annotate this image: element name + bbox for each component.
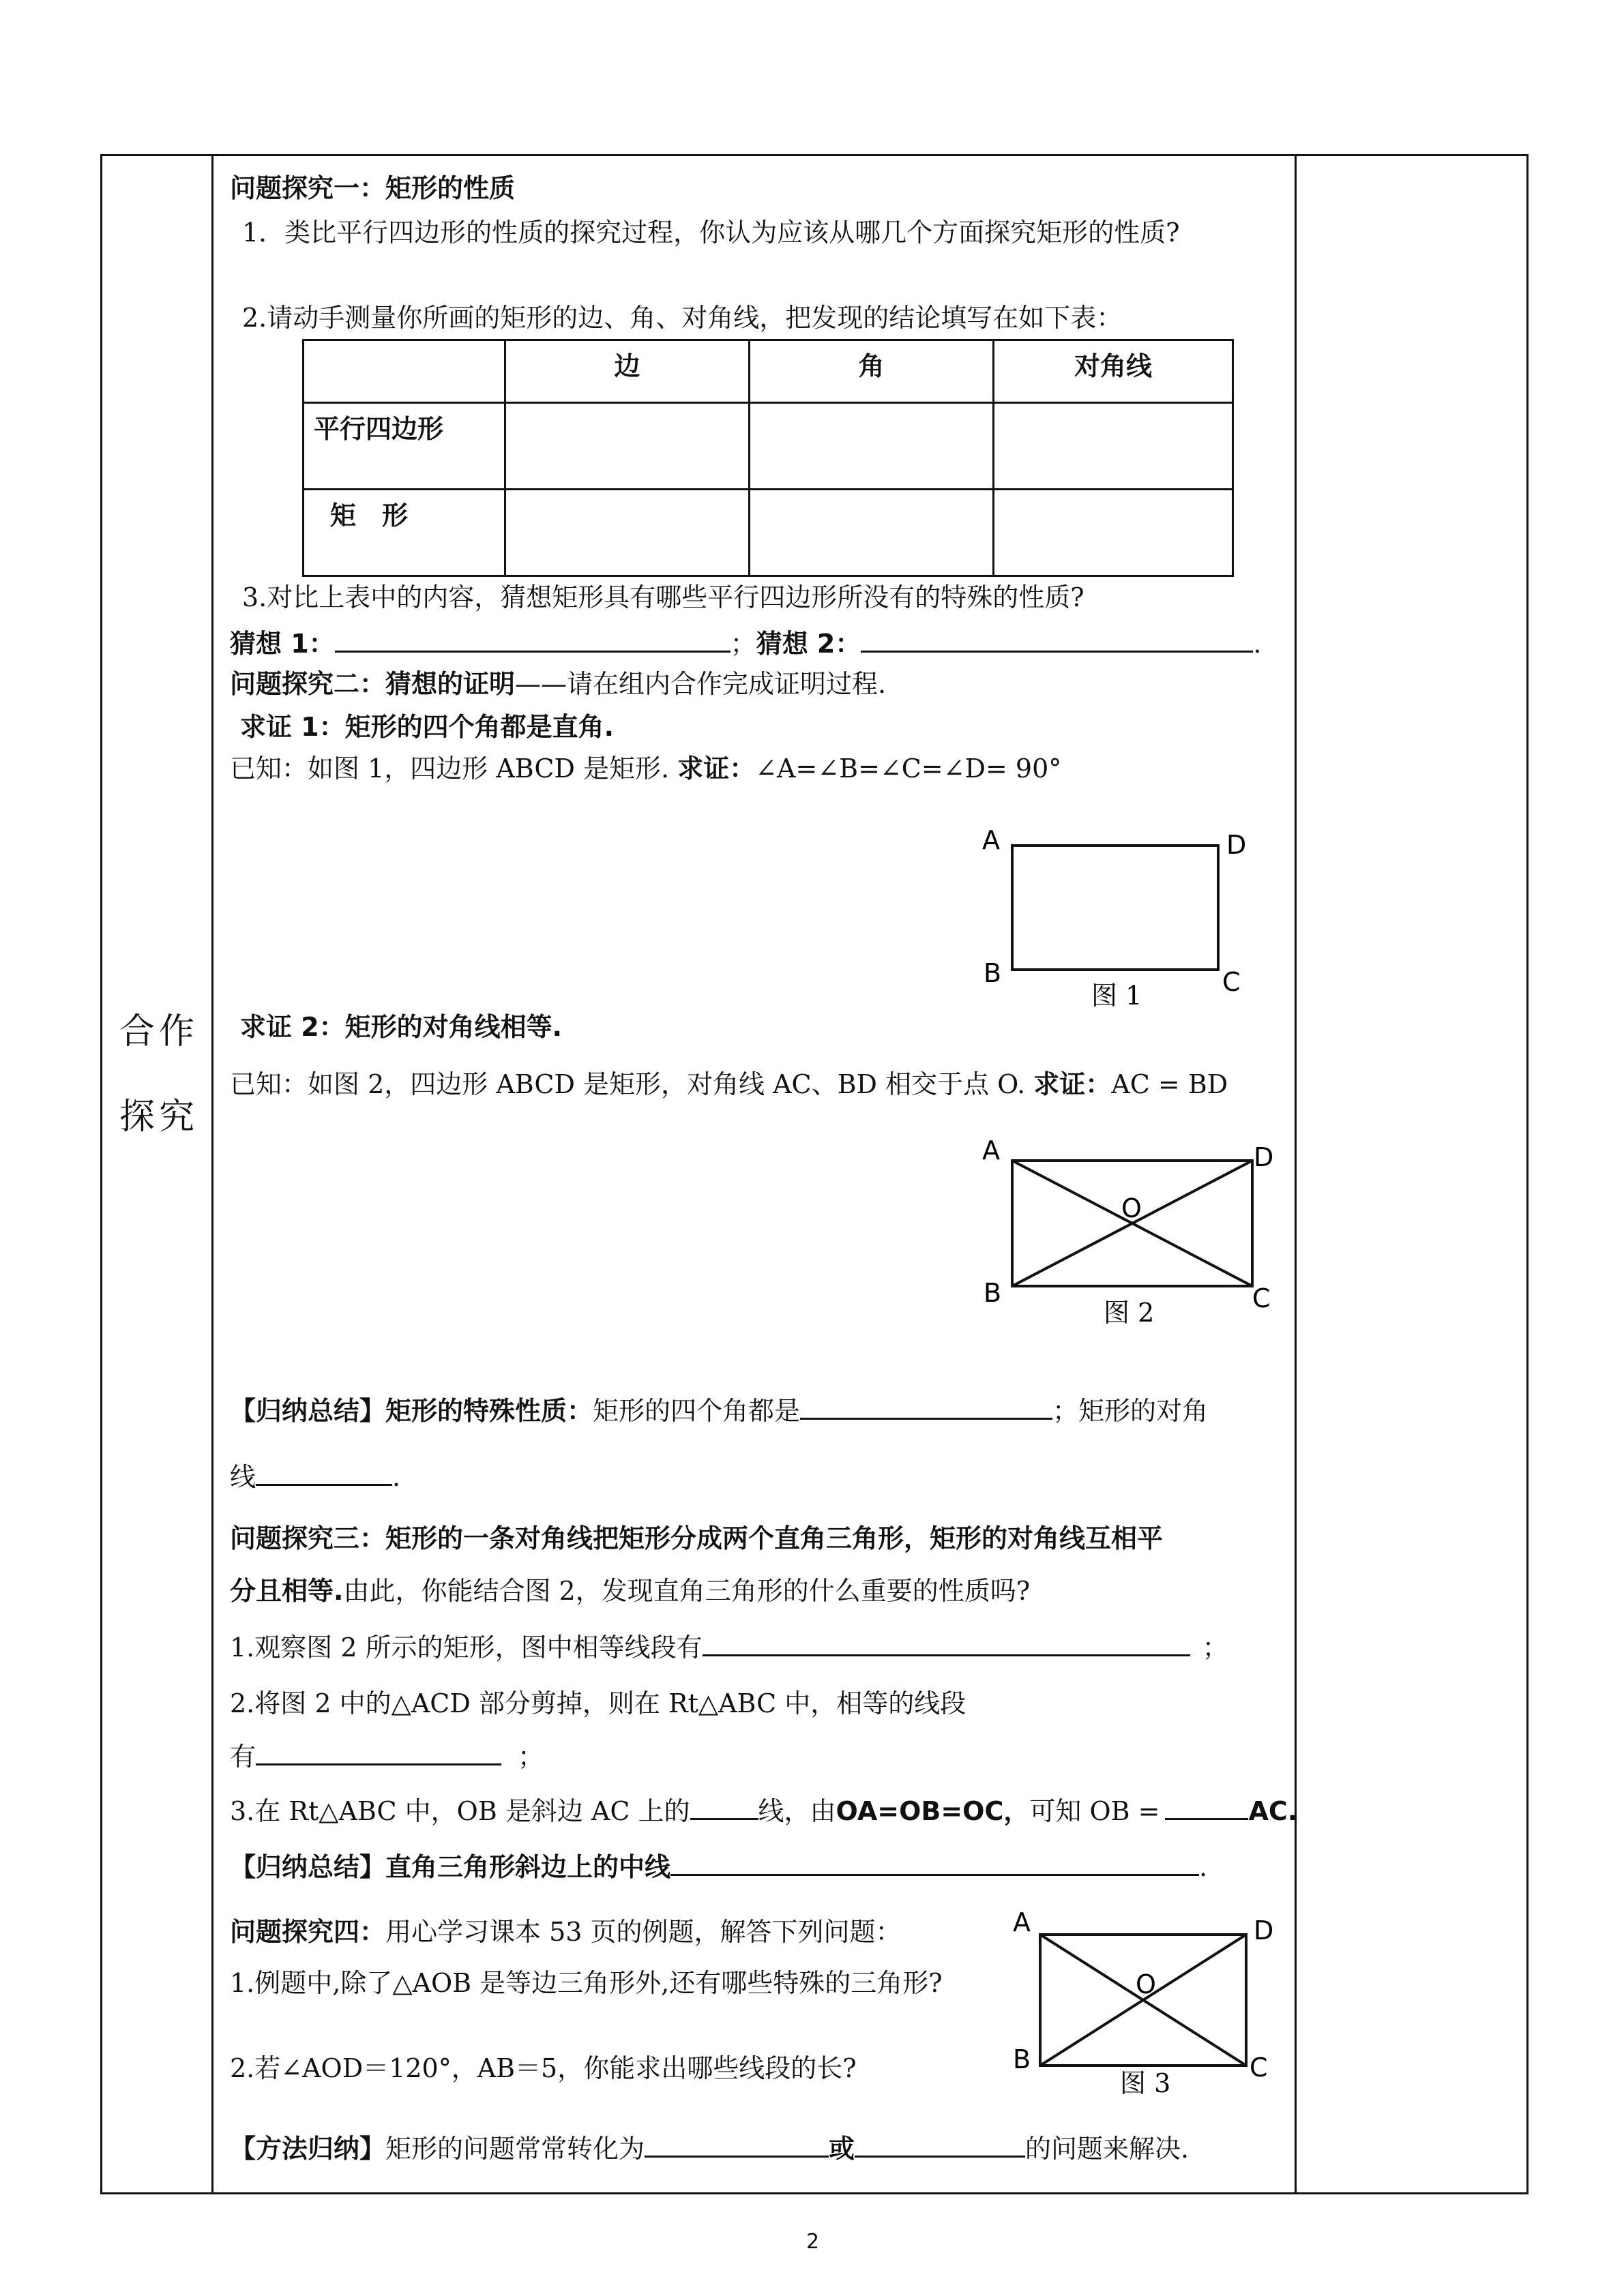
section3-q3-text-c: OA=OB=OC，: [836, 1796, 1030, 1826]
table-header-corner: [304, 340, 505, 403]
guess2-label: 猜想 2：: [756, 629, 861, 659]
page-number: 2: [806, 2230, 820, 2254]
proof1-prove: ∠A=∠B=∠C=∠D= 90°: [755, 754, 1062, 784]
guess1-blank[interactable]: [335, 626, 730, 653]
section2-title-line: [230, 668, 886, 700]
section3-q3-text-d: 可知 OB =: [1029, 1796, 1160, 1826]
method-blank-1[interactable]: [645, 2131, 829, 2158]
figure-1-rectangle: [969, 815, 1255, 1019]
summary2-line: [230, 1849, 1207, 1883]
section2-title-rest: ——请在组内合作完成证明过程.: [515, 669, 887, 699]
table-cell: [994, 403, 1233, 490]
fig2-label-o: O: [1121, 1193, 1142, 1223]
summary1-blank-diagonals[interactable]: [256, 1459, 392, 1486]
summary1-text1: 矩形的四个角都是: [593, 1396, 801, 1426]
section3-q3-text-e: AC.: [1248, 1796, 1298, 1826]
section3-q1-text: 1.观察图 2 所示的矩形，图中相等线段有: [230, 1632, 703, 1663]
proof2-given: 已知：如图 2，四边形 ABCD 是矩形，对角线 AC、BD 相交于点 O.: [230, 1069, 1026, 1099]
summary1-text3: 线: [230, 1462, 256, 1492]
proof2-prove: AC = BD: [1111, 1069, 1228, 1099]
fig3-label-b: B: [1013, 2044, 1031, 2074]
frame-col-divider-1: [211, 154, 213, 2194]
table-row-label-rectangle: 矩 形: [304, 490, 505, 576]
section3-q2b-text: 有: [230, 1742, 256, 1772]
summary1-label: 矩形的特殊性质：: [385, 1396, 593, 1426]
table-row: [304, 490, 1233, 576]
frame-right-border: [1526, 154, 1529, 2194]
frame-bottom-border: [100, 2192, 1529, 2194]
proof1-statement: [230, 753, 1061, 784]
proof2-statement: [230, 1069, 1228, 1100]
table-header-row: [304, 340, 1233, 403]
section4-question-1: 1.例题中,除了△AOB 是等边三角形外,还有哪些特殊的三角形?: [230, 1968, 943, 1998]
table-cell: [505, 490, 750, 576]
table-cell: [994, 490, 1233, 576]
guess-end: .: [1253, 629, 1262, 659]
guess-line: [230, 626, 1261, 659]
fig1-label-b: B: [984, 958, 1002, 988]
section1-question-3: 3.对比上表中的内容，猜想矩形具有哪些平行四边形所没有的特殊的性质?: [242, 582, 1084, 612]
section3-title2-rest: 由此，你能结合图 2，发现直角三角形的什么重要的性质吗?: [343, 1576, 1031, 1606]
summary1-end: .: [392, 1462, 401, 1492]
frame-col-divider-2: [1295, 154, 1297, 2194]
section3-title: 问题探究三：矩形的一条对角线把矩形分成两个直角三角形，矩形的对角线互相平: [230, 1523, 1164, 1553]
section1-title: 问题探究一：矩形的性质: [230, 173, 516, 203]
fig2-label-d: D: [1254, 1142, 1274, 1172]
fig2-label-c: C: [1252, 1283, 1271, 1313]
section3-q3-blank-line[interactable]: [690, 1793, 758, 1820]
section1-question-2: 2.请动手测量你所画的矩形的边、角、对角线，把发现的结论填写在如下表：: [242, 303, 1123, 333]
figure-2-rectangle-diagonals: [969, 1129, 1274, 1333]
fig2-caption: 图 2: [1104, 1298, 1155, 1328]
section4-title: 问题探究四：: [230, 1917, 386, 1947]
section3-q1-end: ；: [1202, 1632, 1228, 1663]
section3-q2-blank[interactable]: [256, 1739, 501, 1765]
method-text1: 矩形的问题常常转化为: [385, 2134, 645, 2164]
section3-title-line2: [230, 1575, 1030, 1607]
summary1-text2: ；矩形的对角: [1052, 1396, 1209, 1426]
section3-q1-blank[interactable]: [703, 1630, 1190, 1656]
proof2-prove-label: 求证：: [1033, 1069, 1112, 1099]
section3-title2: 分且相等.: [230, 1576, 344, 1606]
proof1-title: 求证 1：矩形的四个角都是直角.: [240, 712, 615, 742]
section3-question-2: 2.将图 2 中的△ACD 部分剪掉，则在 Rt△ABC 中，相等的线段: [230, 1688, 966, 1718]
table-cell: [750, 403, 994, 490]
section3-q3-text-a: 3.在 Rt△ABC 中，OB 是斜边 AC 上的: [230, 1796, 690, 1826]
section2-title: 问题探究二：猜想的证明: [230, 669, 516, 699]
guess2-blank[interactable]: [861, 626, 1253, 653]
section3-q3-blank-fraction[interactable]: [1165, 1793, 1248, 1820]
summary2-label: 直角三角形斜边上的中线: [385, 1852, 671, 1882]
section4-title-line: [230, 1916, 902, 1948]
section3-question-2b: [230, 1739, 544, 1772]
fig1-caption: 图 1: [1091, 981, 1142, 1011]
summary2-bracket: 【归纳总结】: [230, 1852, 386, 1882]
side-label-line1: 合作: [119, 1011, 199, 1052]
fig2-label-b: B: [984, 1278, 1002, 1308]
proof1-prove-label: 求证：: [677, 754, 756, 784]
section1-question-1: 1．类比平行四边形的性质的探究过程，你认为应该从哪几个方面探究矩形的性质?: [242, 218, 1180, 248]
summary1-line1: [230, 1393, 1208, 1427]
summary2-end: .: [1199, 1852, 1208, 1882]
section3-q3-text-b: 线，由: [758, 1796, 836, 1826]
summary2-blank[interactable]: [670, 1849, 1199, 1876]
section4-title-rest: 用心学习课本 53 页的例题，解答下列问题：: [385, 1917, 902, 1947]
fig3-label-o: O: [1136, 1969, 1156, 1999]
guess1-label: 猜想 1：: [230, 629, 335, 659]
side-label-line2: 探究: [119, 1097, 199, 1137]
method-text2: 的问题来解决.: [1025, 2134, 1190, 2164]
frame-left-border: [100, 154, 102, 2194]
section3-question-1: [230, 1630, 1228, 1663]
section4-question-2: 2.若∠AOD＝120°，AB＝5，你能求出哪些线段的长?: [230, 2053, 857, 2083]
table-header-side: 边: [505, 340, 750, 403]
table-header-angle: 角: [750, 340, 994, 403]
method-blank-2[interactable]: [855, 2131, 1025, 2158]
figure-3-rectangle-diagonals: [1003, 1896, 1282, 2100]
summary1-bracket: 【归纳总结】: [230, 1396, 386, 1426]
method-bracket: 【方法归纳】: [230, 2134, 386, 2164]
section3-question-3: [230, 1793, 1297, 1827]
table-row-label-parallelogram: 平行四边形: [304, 403, 505, 490]
proof2-title: 求证 2：矩形的对角线相等.: [240, 1012, 563, 1042]
frame-top-border: [100, 154, 1529, 156]
fig1-label-d: D: [1226, 830, 1247, 860]
fig3-label-d: D: [1254, 1915, 1274, 1945]
comparison-table: [302, 339, 1234, 577]
fig3-caption: 图 3: [1120, 2068, 1171, 2098]
fig2-label-a: A: [982, 1135, 1000, 1165]
method-line: [230, 2131, 1189, 2164]
table-cell: [750, 490, 994, 576]
fig1-label-a: A: [982, 825, 1000, 855]
table-cell: [505, 403, 750, 490]
fig3-label-a: A: [1013, 1907, 1031, 1937]
proof1-given: 已知：如图 1，四边形 ABCD 是矩形.: [230, 754, 670, 784]
guess-separator: ；: [730, 629, 756, 659]
table-header-diagonal: 对角线: [994, 340, 1233, 403]
summary1-line2: [230, 1459, 400, 1493]
fig1-label-c: C: [1222, 967, 1241, 997]
fig3-label-c: C: [1250, 2053, 1268, 2083]
table-row: [304, 403, 1233, 490]
section3-q2b-end: ；: [518, 1742, 544, 1772]
summary1-blank-angles[interactable]: [800, 1393, 1052, 1420]
method-or: 或: [829, 2134, 855, 2164]
